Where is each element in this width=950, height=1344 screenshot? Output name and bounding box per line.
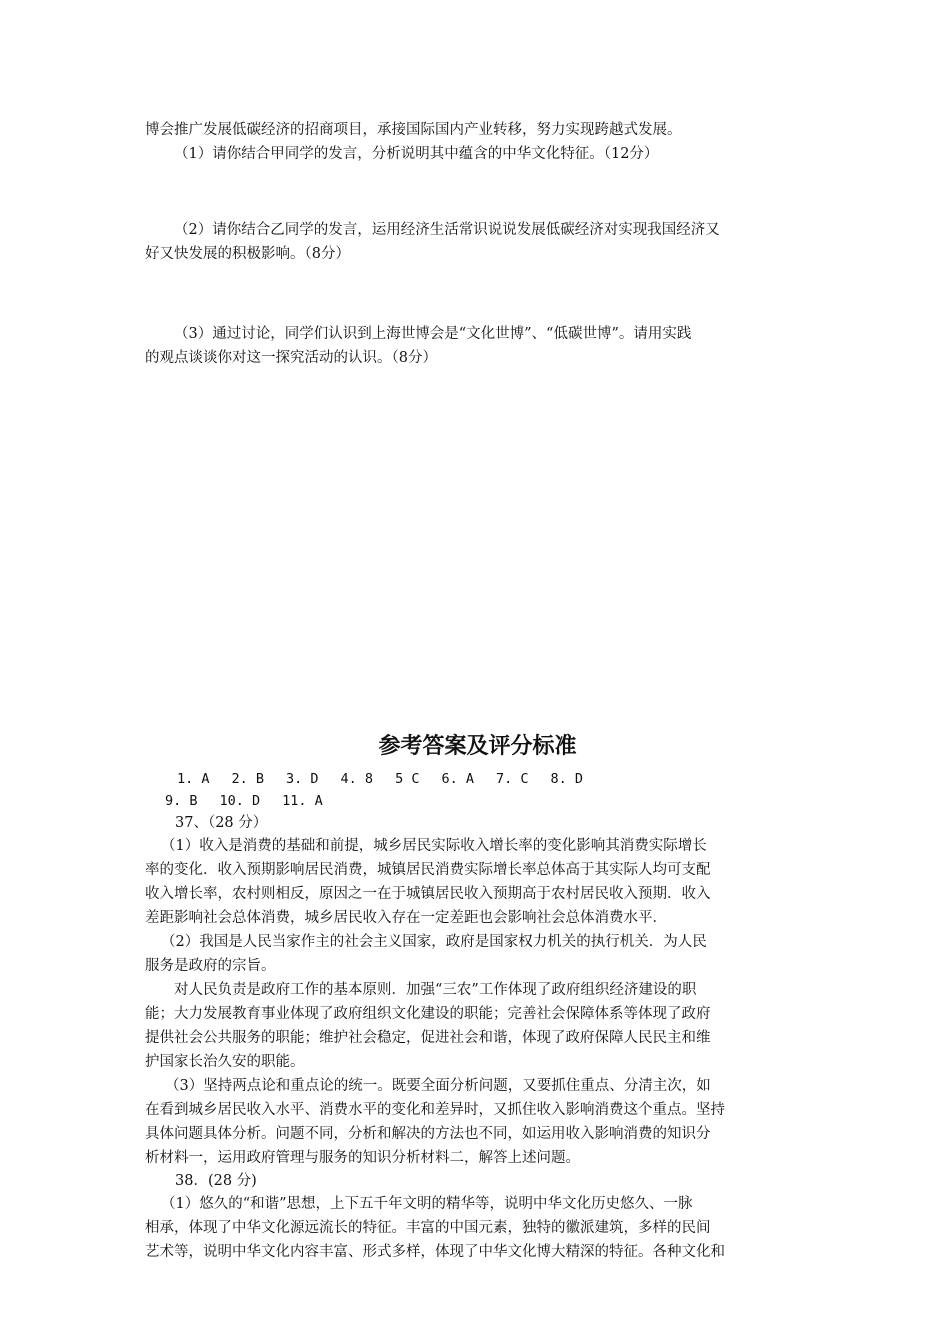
answer-space-3 — [145, 370, 810, 730]
q38-p1-line: 相承，体现了中华文化源远流长的特征。丰富的中国元素，独特的徽派建筑，多样的民间 — [145, 1220, 711, 1236]
answer-key-title: 参考答案及评分标准 — [378, 734, 577, 759]
answer-item: 9. B — [165, 793, 198, 809]
answer-item: 3. D — [286, 771, 319, 787]
q37-p2-line: （2）我国是人民当家作主的社会主义国家，政府是国家权力机关的执行机关．为人民 — [161, 934, 707, 950]
q37-p3-line: 提供社会公共服务的职能；维护社会稳定，促进社会和谐，体现了政府保障人民民主和维 — [145, 1030, 711, 1046]
q37-heading: 37、（28 分） — [175, 815, 268, 831]
question-1: （1）请你结合甲同学的发言，分析说明其中蕴含的中华文化特征。（12分） — [174, 146, 659, 162]
answer-item: 5 C — [395, 771, 420, 787]
question-intro-tail: 博会推广发展低碳经济的招商项目，承接国际国内产业转移，努力实现跨越式发展。 — [145, 122, 682, 138]
q37-p4-line: 具体问题具体分析。问题不同，分析和解决的方法也不同，如运用收入影响消费的知识分 — [145, 1126, 711, 1142]
q37-p1-line: 收入增长率，农村则相反，原因之一在于城镇居民收入预期高于农村居民收入预期．收入 — [145, 886, 711, 902]
q37-p2-line: 服务是政府的宗旨。 — [145, 958, 276, 974]
question-2-line-2: 好又快发展的积极影响。（8分） — [145, 246, 350, 262]
answer-item: 6. A — [441, 771, 474, 787]
q37-p4-line: 在看到城乡居民收入水平、消费水平的变化和差异时，又抓住收入影响消费这个重点。坚持 — [145, 1102, 725, 1118]
answer-item: 4. 8 — [340, 771, 374, 787]
q37-p1-line: （1）收入是消费的基础和前提，城乡居民实际收入增长率的变化影响其消费实际增长 — [161, 838, 707, 854]
question-2-line-1: （2）请你结合乙同学的发言，运用经济生活常识说说发展低碳经济对实现我国经济又 — [174, 222, 720, 238]
q38-p1-line: （1）悠久的“和谐”思想，上下五千年文明的精华等，说明中华文化历史悠久、一脉 — [161, 1196, 693, 1212]
question-3-line-1: （3）通过讨论，同学们认识到上海世博会是“文化世博”、“低碳世博”。请用实践 — [174, 326, 692, 342]
answer-item: 10. D — [219, 793, 261, 809]
answer-item: 7. C — [495, 771, 529, 787]
q37-p3-line: 护国家长治久安的职能。 — [145, 1054, 305, 1070]
q37-p1-line: 率的变化．收入预期影响居民消费，城镇居民消费实际增长率总体高于其实际人均可支配 — [145, 862, 711, 878]
answer-item: 2. B — [231, 771, 265, 787]
q38-heading: 38．(28 分) — [175, 1173, 257, 1189]
q37-p3-line: 对人民负责是政府工作的基本原则．加强“三农”工作体现了政府组织经济建设的职 — [174, 982, 697, 998]
q37-p3-line: 能；大力发展教育事业体现了政府组织文化建设的职能；完善社会保障体系等体现了政府 — [145, 1006, 711, 1022]
answer-key-row-1 — [145, 768, 810, 790]
answer-space-2 — [145, 266, 810, 322]
answer-item: 1. A — [177, 771, 210, 787]
q37-p1-line: 差距影响社会总体消费，城乡居民收入存在一定差距也会影响社会总体消费水平． — [145, 910, 667, 926]
document-page — [145, 118, 810, 1264]
answer-item: 8. D — [550, 771, 583, 787]
q38-p1-line: 艺术等，说明中华文化内容丰富、形式多样，体现了中华文化博大精深的特征。各种文化和 — [145, 1244, 725, 1260]
q37-p4-line: 析材料一，运用政府管理与服务的知识分析材料二，解答上述问题。 — [145, 1150, 580, 1166]
answer-item: 11. A — [282, 793, 323, 809]
answer-key-row-2 — [145, 790, 810, 812]
q37-p4-line: （3）坚持两点论和重点论的统一。既要全面分析问题，又要抓住重点、分清主次，如 — [165, 1078, 711, 1094]
question-3-line-2: 的观点谈谈你对这一探究活动的认识。（8分） — [145, 350, 437, 366]
answer-space-1 — [145, 166, 810, 218]
